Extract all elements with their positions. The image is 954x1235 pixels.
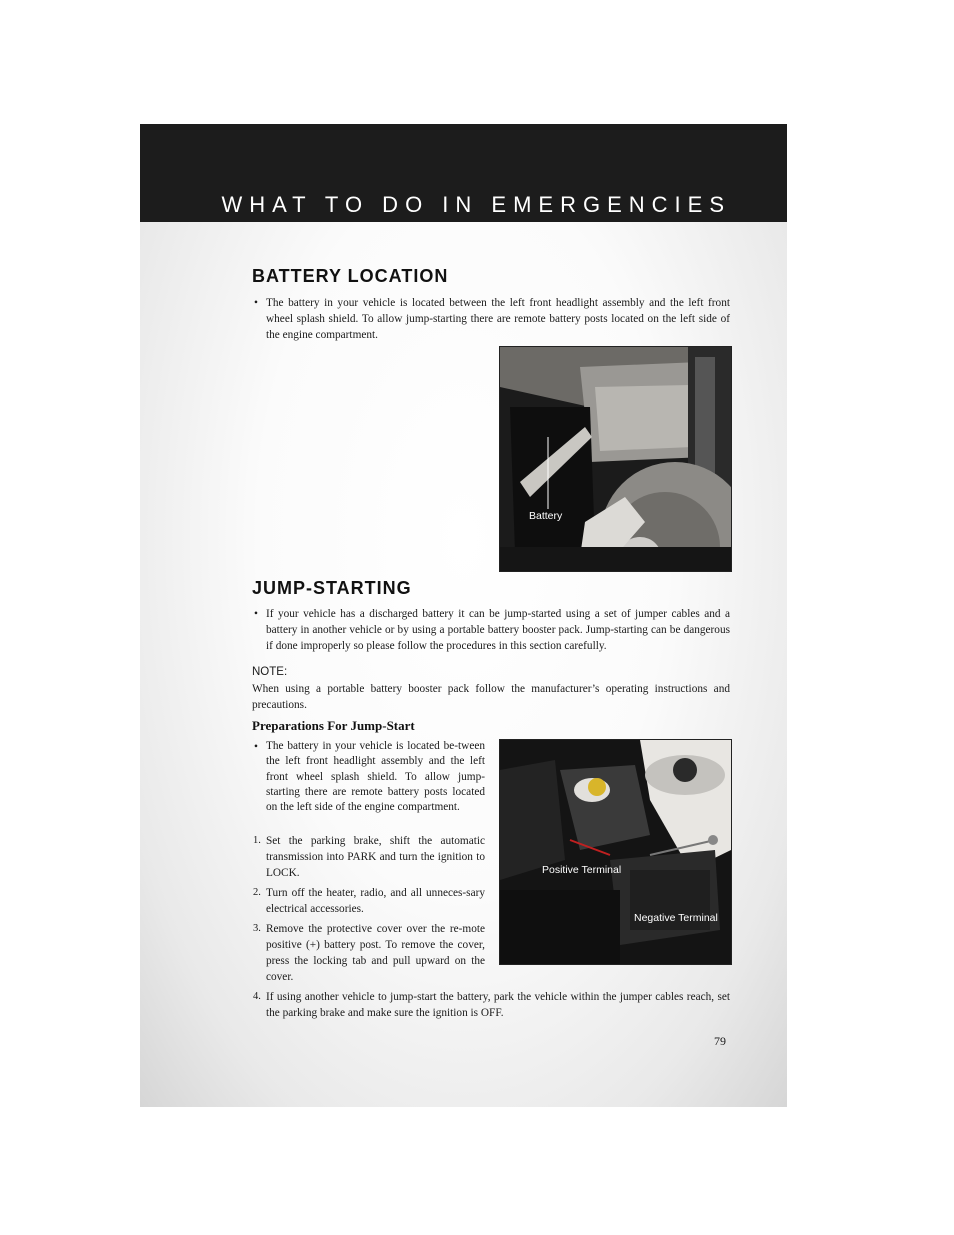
page-number: 79 [714,1034,726,1048]
step-number: 4. [253,991,261,1002]
bullet-glyph: • [254,297,258,309]
battery-location-text: The battery in your vehicle is located between the left front headlight assembly and the left front wheel splash shield. To allow jump-starting there are remote battery posts located on the left side of the engine compartment. [266,297,730,341]
step-number: 2. [253,887,261,898]
jump-starting-heading: JUMP-STARTING [252,578,412,598]
bullet-glyph: • [254,608,258,620]
engine-bay-photo [499,739,732,965]
preparations-text: The battery in your vehicle is located be-tween the left front headlight assembly and the left front wheel splash shield. To allow jump-starting there are remote battery posts located on the left side of the engine compartment. [266,740,485,814]
note-text: When using a portable battery booster pack follow the manufacturer’s operating instructions and precautions. [252,683,730,711]
battery-callout-label: Battery [529,510,563,522]
battery-photo [499,346,732,572]
positive-terminal-label: Positive Terminal [542,864,622,876]
section-header [140,124,787,222]
step-number: 3. [253,923,261,934]
jump-starting-text: If your vehicle has a discharged battery it can be jump-started using a set of jumper cables and a battery in another vehicle or by using a portable battery booster pack. Jump-starting can be dangerous if done improperly so please follow the procedures in this section carefully. [266,608,730,652]
note-label: NOTE: [252,666,288,678]
step-text: Turn off the heater, radio, and all unneces-sary electrical accessories. [266,887,485,915]
preparations-heading: Preparations For Jump-Start [252,718,415,733]
bullet-glyph: • [254,741,258,753]
section-title: WHAT TO DO IN EMERGENCIES [221,192,731,217]
step-number: 1. [253,835,261,846]
battery-location-heading: BATTERY LOCATION [252,266,449,286]
step-text: Remove the protective cover over the re-mote positive (+) battery post. To remove the cover, press the locking tab and pull upward on the cover. [266,923,485,983]
step-text: If using another vehicle to jump-start the battery, park the vehicle within the jumper cables reach, set the parking brake and make sure the ignition is OFF. [266,991,730,1019]
negative-terminal-label: Negative Terminal [634,912,718,924]
step-text: Set the parking brake, shift the automatic transmission into PARK and turn the ignition to LOCK. [266,835,485,879]
